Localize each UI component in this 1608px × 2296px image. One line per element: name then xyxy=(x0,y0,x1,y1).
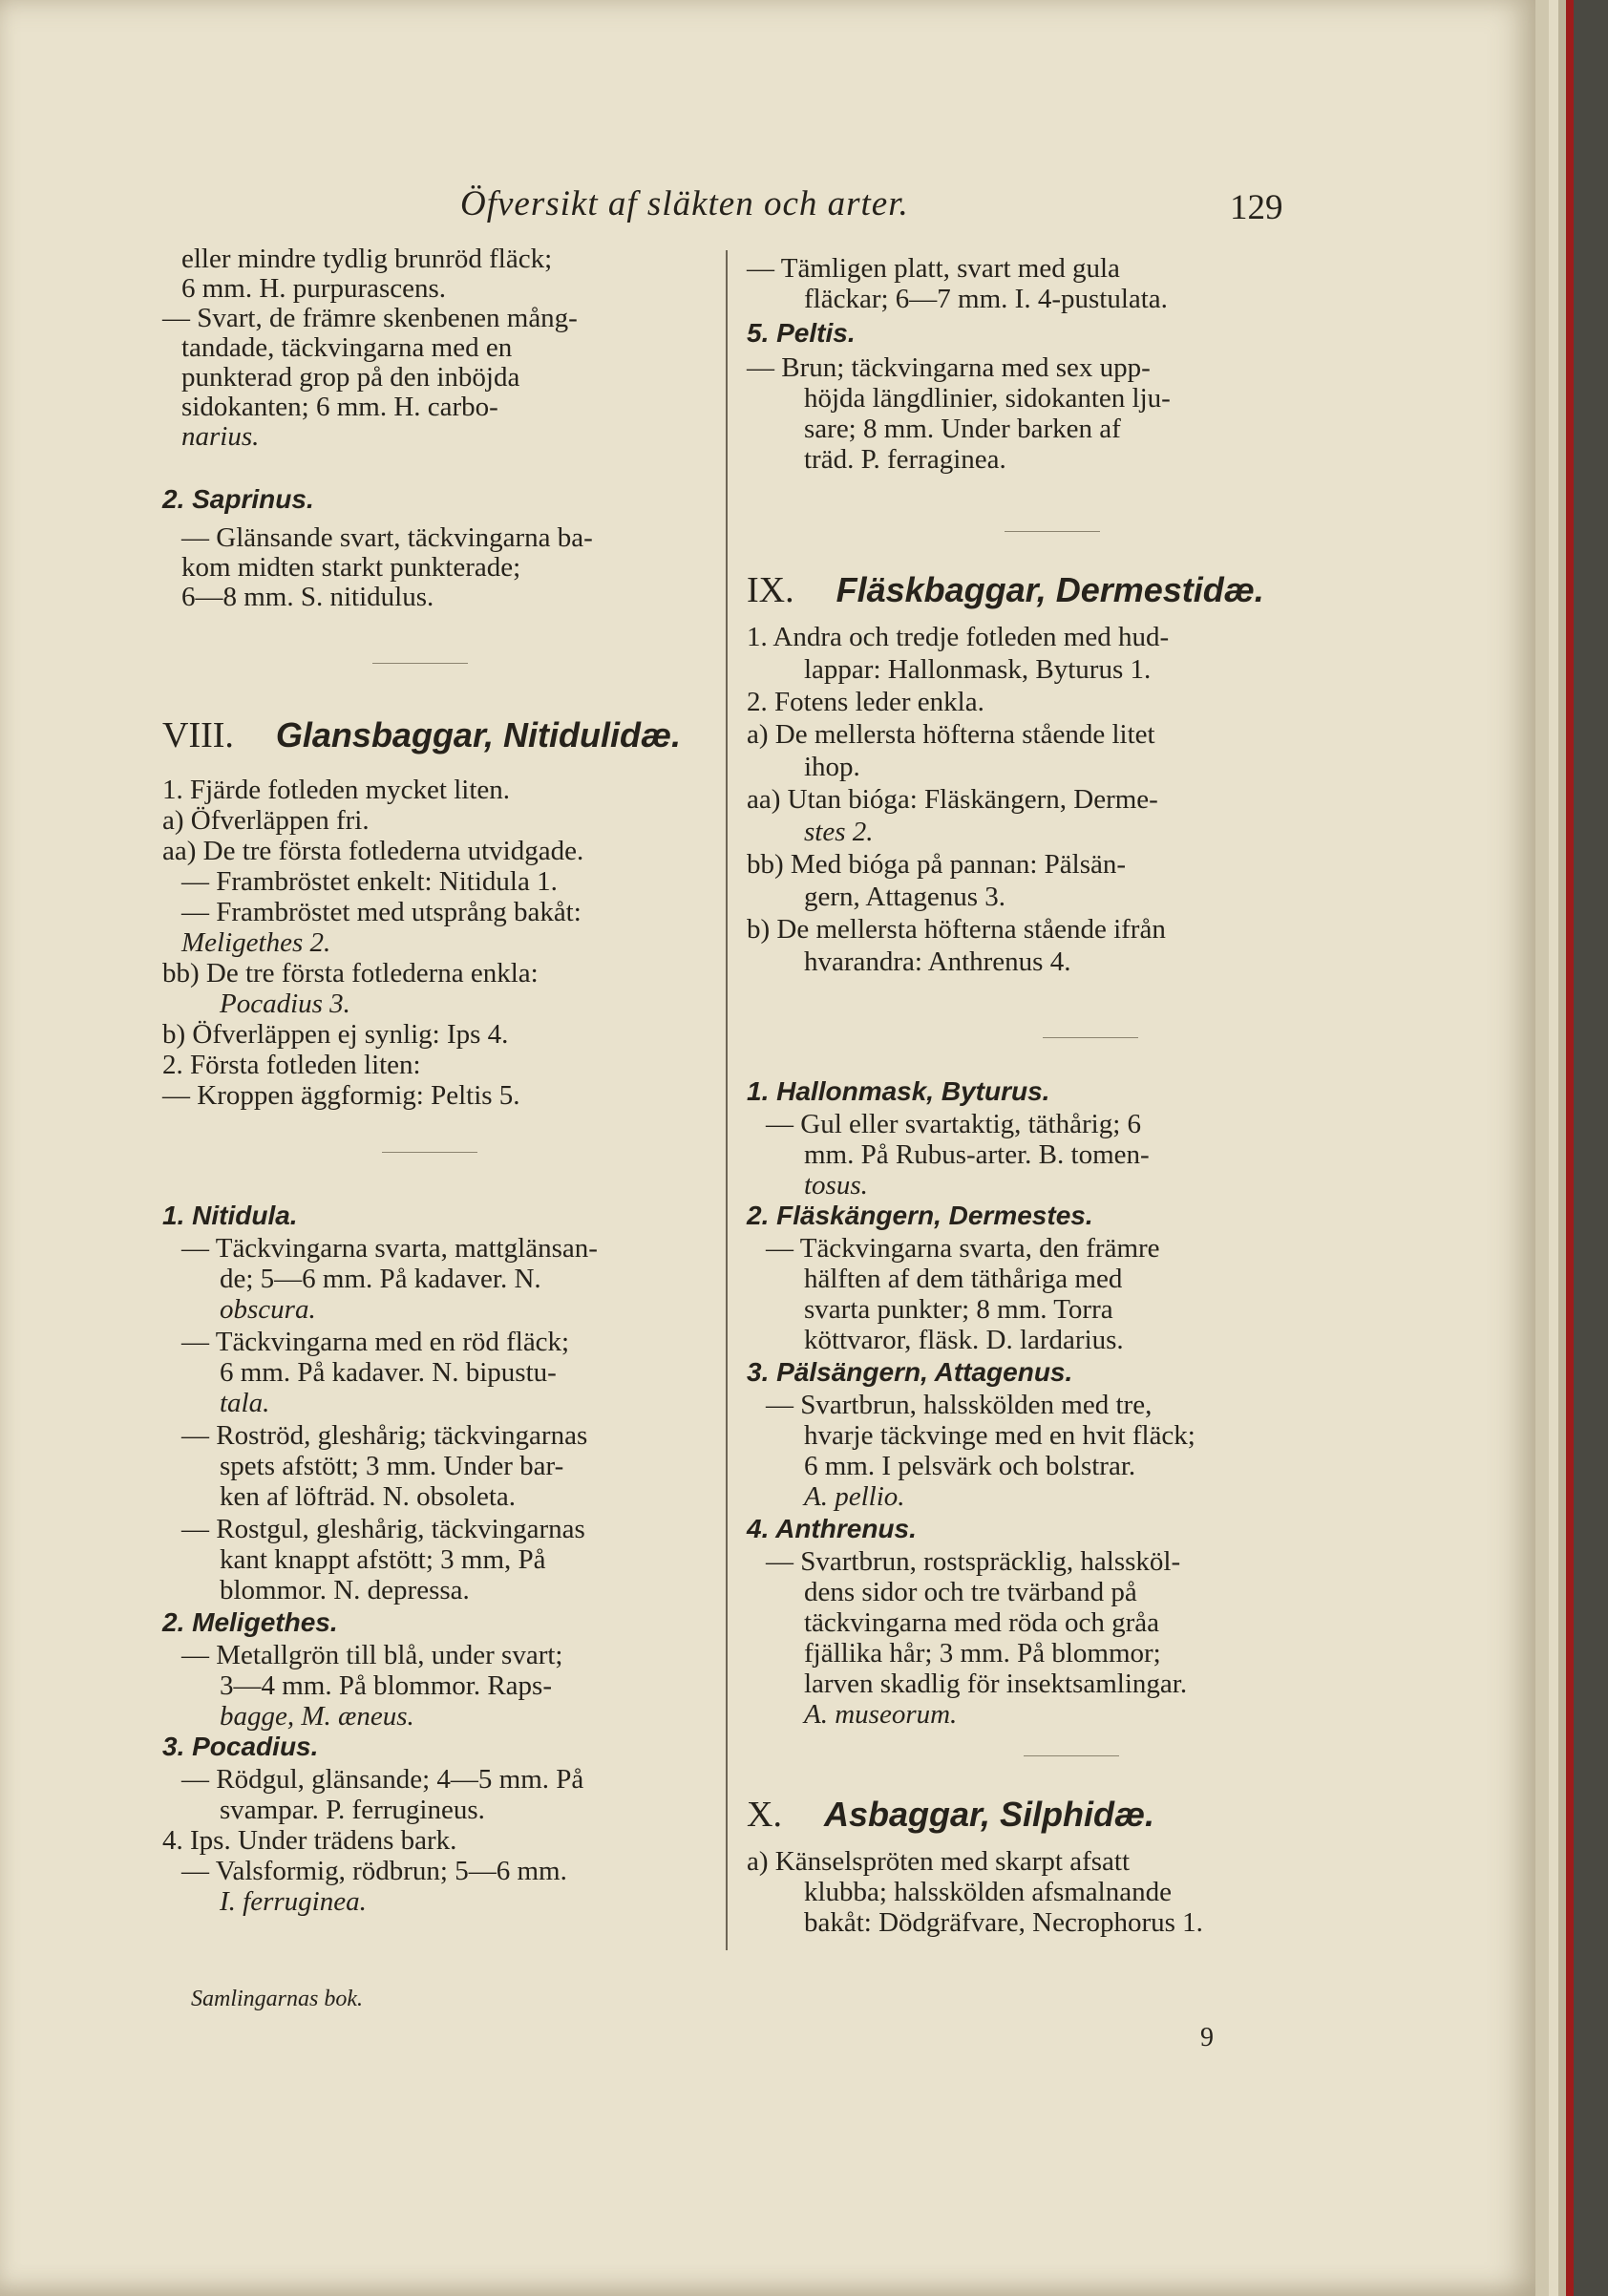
text-line: — Kroppen äggformig: Peltis 5. xyxy=(162,1080,520,1111)
text-line: bb) Med bióga på pannan: Pälsän- xyxy=(747,849,1127,880)
text-line: a) Känselspröten med skarpt afsatt xyxy=(747,1846,1131,1877)
text-line: 6 mm. På kadaver. N. bipustu- xyxy=(220,1357,557,1388)
text-line: — Roströd, gleshårig; täckvingarnas xyxy=(181,1420,588,1451)
text-line: — Svartbrun, rostspräcklig, halssköl- xyxy=(766,1546,1181,1577)
text-line: — Täckvingarna svarta, mattglänsan- xyxy=(181,1233,598,1264)
text-line: — Glänsande svart, täckvingarna ba- xyxy=(181,522,593,553)
text-line: punkterad grop på den inböjda xyxy=(181,362,520,393)
section-rule xyxy=(372,663,468,664)
text-line: svampar. P. ferrugineus. xyxy=(220,1795,485,1825)
text-line: lappar: Hallonmask, Byturus 1. xyxy=(804,654,1152,685)
text-line: kom midten starkt punkterade; xyxy=(181,552,521,583)
text-line: — Frambröstet enkelt: Nitidula 1. xyxy=(181,866,558,897)
text-line: de; 5—6 mm. På kadaver. N. xyxy=(220,1264,541,1294)
running-title: Öfversikt af släkten och arter. xyxy=(460,184,909,223)
section-rule xyxy=(1024,1755,1119,1756)
text-line: a) Öfverläppen fri. xyxy=(162,805,370,836)
text-line: täckvingarna med röda och gråa xyxy=(804,1607,1159,1638)
section-rule xyxy=(382,1152,477,1153)
text-line: — Frambröstet med utsprång bakåt: xyxy=(181,897,582,927)
text-line: fläckar; 6—7 mm. I. 4-pustulata. xyxy=(804,284,1168,314)
section-rule xyxy=(1005,531,1100,532)
text-line: — Valsformig, rödbrun; 5—6 mm. xyxy=(181,1856,567,1886)
genus-heading: 2. Meligethes. xyxy=(162,1607,338,1637)
text-line: — Brun; täckvingarna med sex upp- xyxy=(747,352,1151,383)
text-line: — Tämligen platt, svart med gula xyxy=(747,253,1120,284)
genus-heading: 2. Fläskängern, Dermestes. xyxy=(747,1201,1093,1230)
text-line: 1. Andra och tredje fotleden med hud- xyxy=(747,622,1170,652)
genus-heading: 1. Hallonmask, Byturus. xyxy=(747,1076,1050,1106)
family-heading-viii xyxy=(162,712,681,758)
text-line: 6—8 mm. S. nitidulus. xyxy=(181,582,434,612)
sheet-number: 9 xyxy=(1200,2023,1214,2052)
genus-heading: 3. Pocadius. xyxy=(162,1732,319,1761)
text-line: gern, Attagenus 3. xyxy=(804,882,1006,912)
printer-signature: Samlingarnas bok. xyxy=(191,1987,363,2011)
text-line: 2. Första fotleden liten: xyxy=(162,1050,421,1080)
genus-heading: 1. Nitidula. xyxy=(162,1201,298,1230)
text-line: 6 mm. H. purpurascens. xyxy=(181,273,447,304)
genus-heading: 4. Anthrenus. xyxy=(747,1514,917,1543)
text-line: svarta punkter; 8 mm. Torra xyxy=(804,1294,1113,1325)
text-line: — Metallgrön till blå, under svart; xyxy=(181,1640,563,1670)
text-line: — Täckvingarna med en röd fläck; xyxy=(181,1327,570,1357)
text-line: tosus. xyxy=(804,1170,868,1201)
text-line: — Rödgul, glänsande; 4—5 mm. På xyxy=(181,1764,584,1795)
text-line: hvarandra: Anthrenus 4. xyxy=(804,946,1071,977)
text-line: 6 mm. I pelsvärk och bolstrar. xyxy=(804,1451,1136,1481)
text-line: hälften af dem täthåriga med xyxy=(804,1264,1123,1294)
text-line: 3—4 mm. På blommor. Raps- xyxy=(220,1670,552,1701)
family-number: IX. xyxy=(747,570,794,610)
text-line: A. museorum. xyxy=(804,1699,958,1730)
text-line: eller mindre tydlig brunröd fläck; xyxy=(181,244,553,274)
text-line: sidokanten; 6 mm. H. carbo- xyxy=(181,392,498,422)
text-line: b) Öfverläppen ej synlig: Ips 4. xyxy=(162,1019,509,1050)
genus-heading: 2. Saprinus. xyxy=(162,484,314,514)
page-edge xyxy=(1558,0,1566,2296)
text-line: aa) Utan bióga: Fläskängern, Derme- xyxy=(747,784,1158,815)
text-line: — Gul eller svartaktig, täthårig; 6 xyxy=(766,1109,1142,1139)
text-line: träd. P. ferraginea. xyxy=(804,444,1006,475)
text-line: ihop. xyxy=(804,752,860,782)
genus-heading: 5. Peltis. xyxy=(747,318,856,348)
text-line: 2. Fotens leder enkla. xyxy=(747,687,984,717)
genus-heading: 3. Pälsängern, Attagenus. xyxy=(747,1357,1073,1387)
page-number: 129 xyxy=(1230,188,1283,227)
family-name: Fläskbaggar, Dermestidæ. xyxy=(836,570,1264,609)
text-line: tandade, täckvingarna med en xyxy=(181,332,513,363)
text-line: kant knappt afstött; 3 mm, På xyxy=(220,1544,546,1575)
background-edge xyxy=(1574,0,1608,2296)
text-line: dens sidor och tre tvärband på xyxy=(804,1577,1137,1607)
text-line: — Täckvingarna svarta, den främre xyxy=(766,1233,1160,1264)
family-number: X. xyxy=(747,1795,782,1835)
text-line: larven skadlig för insektsamlingar. xyxy=(804,1669,1188,1699)
text-line: stes 2. xyxy=(804,817,874,847)
text-line: fjällika hår; 3 mm. På blommor; xyxy=(804,1638,1161,1669)
column-divider xyxy=(726,250,728,1950)
text-line: blommor. N. depressa. xyxy=(220,1575,470,1605)
text-line: hvarje täckvinge med en hvit fläck; xyxy=(804,1420,1195,1451)
family-number: VIII. xyxy=(162,715,234,755)
family-name: Glansbaggar, Nitidulidæ. xyxy=(275,715,681,755)
text-line: sare; 8 mm. Under barken af xyxy=(804,414,1121,444)
text-line: obscura. xyxy=(220,1294,316,1325)
text-line: bb) De tre första fotlederna enkla: xyxy=(162,958,539,989)
text-line: Meligethes 2. xyxy=(181,927,331,958)
text-line: b) De mellersta höfterna stående ifrån xyxy=(747,914,1166,945)
page-header xyxy=(0,183,1535,241)
text-line: ken af löfträd. N. obsoleta. xyxy=(220,1481,517,1512)
text-line: 1. Fjärde fotleden mycket liten. xyxy=(162,775,511,805)
text-line: bakåt: Dödgräfvare, Necrophorus 1. xyxy=(804,1907,1203,1938)
text-line: — Svart, de främre skenbenen mång- xyxy=(162,303,578,333)
family-name: Asbaggar, Silphidæ. xyxy=(823,1795,1155,1834)
text-line: A. pellio. xyxy=(804,1481,905,1512)
text-line: höjda längdlinier, sidokanten lju- xyxy=(804,383,1171,414)
text-line: 4. Ips. Under trädens bark. xyxy=(162,1825,457,1856)
text-line: mm. På Rubus-arter. B. tomen- xyxy=(804,1139,1150,1170)
book-spine-red xyxy=(1566,0,1574,2296)
text-line: a) De mellersta höfterna stående litet xyxy=(747,719,1155,750)
section-rule xyxy=(1043,1037,1138,1038)
text-line: klubba; halsskölden afsmalnande xyxy=(804,1877,1172,1907)
family-heading-ix xyxy=(747,567,1264,613)
text-line: tala. xyxy=(220,1388,270,1418)
text-line: I. ferruginea. xyxy=(220,1886,367,1917)
family-heading-x xyxy=(747,1792,1154,1838)
text-line: — Rostgul, gleshårig, täckvingarnas xyxy=(181,1514,585,1544)
page-edge xyxy=(1549,0,1558,2296)
text-line: narius. xyxy=(181,421,260,452)
page-edge xyxy=(1535,0,1549,2296)
text-line: Pocadius 3. xyxy=(220,989,350,1019)
text-line: — Svartbrun, halsskölden med tre, xyxy=(766,1390,1153,1420)
text-line: spets afstött; 3 mm. Under bar- xyxy=(220,1451,564,1481)
text-line: aa) De tre första fotlederna utvidgade. xyxy=(162,836,584,866)
text-line: bagge, M. æneus. xyxy=(220,1701,414,1732)
text-line: köttvaror, fläsk. D. lardarius. xyxy=(804,1325,1124,1355)
